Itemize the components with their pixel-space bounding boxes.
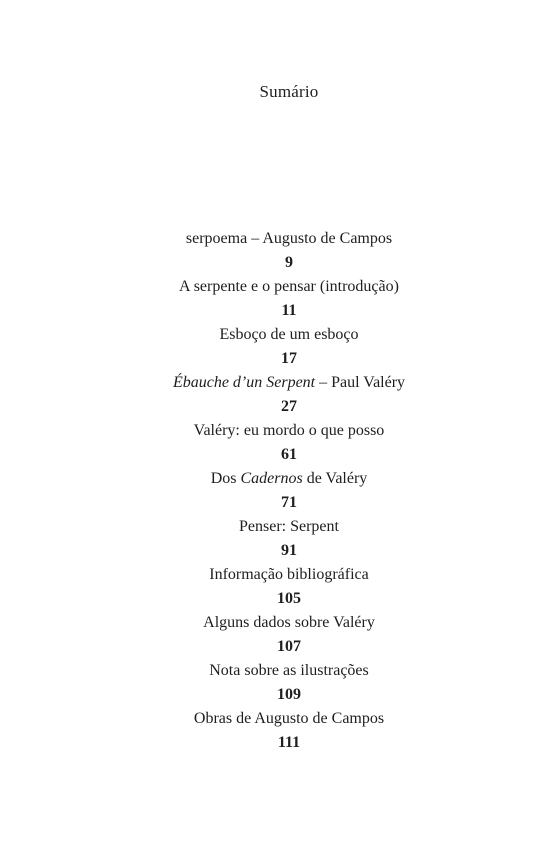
toc-entry-page: 61 xyxy=(281,446,297,463)
toc-entry xyxy=(0,467,559,515)
toc-entry-title-rest: – Paul Valéry xyxy=(315,374,406,391)
toc-entry-page: 91 xyxy=(281,542,297,559)
toc-entry-title: Penser: Serpent xyxy=(239,518,339,535)
toc-entry-title-post: de Valéry xyxy=(302,470,368,487)
toc-entry-page: 111 xyxy=(277,734,301,751)
toc-heading: Sumário xyxy=(259,82,319,101)
toc-entry-page: 17 xyxy=(281,350,297,367)
toc-entry-page: 105 xyxy=(277,590,301,607)
toc-entry-title: serpoema – Augusto de Campos xyxy=(185,230,393,247)
toc-entry-page: 11 xyxy=(281,302,297,319)
table-of-contents xyxy=(0,227,559,755)
toc-entry-page: 107 xyxy=(277,638,301,655)
toc-entry xyxy=(0,515,559,563)
toc-entry xyxy=(0,563,559,611)
toc-entry-title-italic: Ébauche d’un Serpent xyxy=(172,374,316,391)
toc-entry-page: 109 xyxy=(277,686,301,703)
toc-entry-title xyxy=(0,467,559,491)
toc-entry-page: 9 xyxy=(285,254,293,271)
toc-entry xyxy=(0,323,559,371)
toc-entry-title-pre: Dos xyxy=(210,470,241,487)
toc-entry-title: Nota sobre as ilustrações xyxy=(209,662,369,679)
toc-entry-title: Obras de Augusto de Campos xyxy=(193,710,385,727)
toc-entry xyxy=(0,227,559,275)
toc-entry xyxy=(0,707,559,755)
toc-entry-page: 27 xyxy=(281,398,297,415)
toc-entry xyxy=(0,659,559,707)
toc-entry-title-italic: Cadernos xyxy=(240,470,303,487)
toc-entry-title xyxy=(0,371,559,395)
toc-entry-title: Alguns dados sobre Valéry xyxy=(203,614,375,631)
toc-entry xyxy=(0,275,559,323)
toc-entry-title: Esboço de um esboço xyxy=(219,326,359,343)
toc-entry-page: 71 xyxy=(281,494,297,511)
toc-entry xyxy=(0,419,559,467)
toc-entry xyxy=(0,611,559,659)
toc-entry-title: Informação bibliográfica xyxy=(209,566,369,583)
toc-entry-title: Valéry: eu mordo o que posso xyxy=(193,422,385,439)
toc-entry-title: A serpente e o pensar (introdução) xyxy=(179,278,399,295)
toc-entry xyxy=(0,371,559,419)
